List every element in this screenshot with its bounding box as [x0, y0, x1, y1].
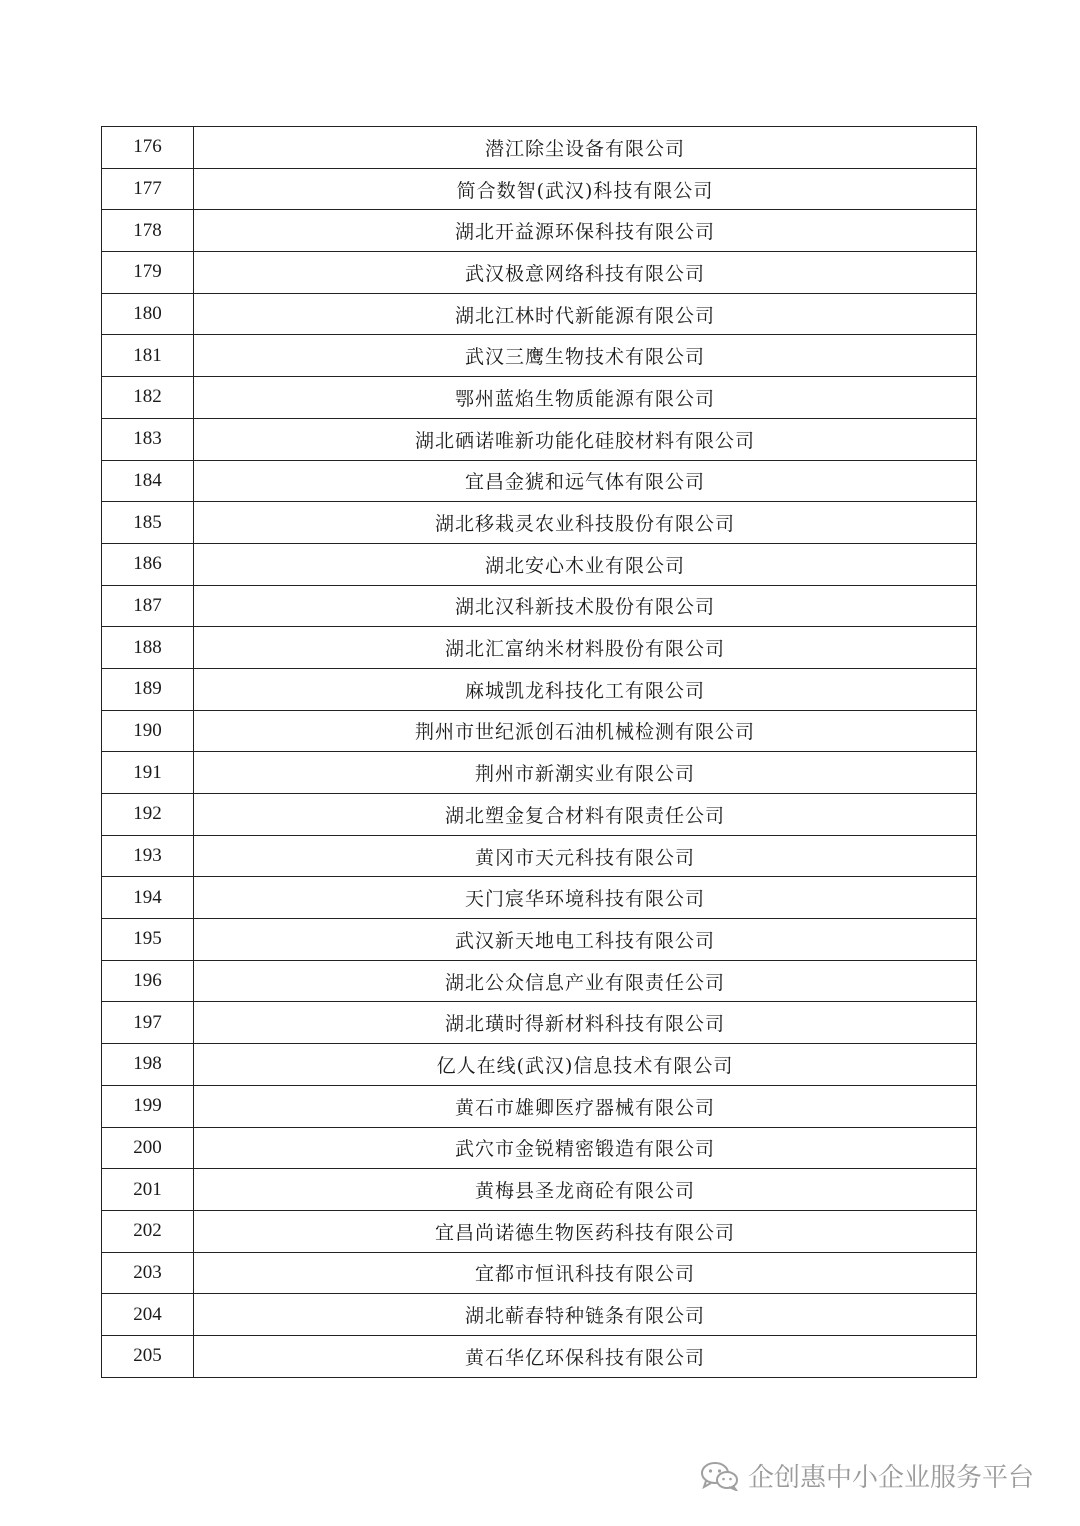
- row-number: 198: [102, 1044, 194, 1086]
- row-number: 185: [102, 502, 194, 544]
- table-row: [102, 1002, 977, 1044]
- row-number: 192: [102, 794, 194, 836]
- row-number: 176: [102, 127, 194, 169]
- table-body: [102, 127, 977, 1378]
- table-row: [102, 877, 977, 919]
- company-name: 湖北硒诺唯新功能化硅胶材料有限公司: [194, 418, 977, 460]
- company-name: 天门宸华环境科技有限公司: [194, 877, 977, 919]
- row-number: 183: [102, 418, 194, 460]
- company-name: 黄梅县圣龙商砼有限公司: [194, 1169, 977, 1211]
- company-name: 湖北蕲春特种链条有限公司: [194, 1294, 977, 1336]
- table-row: [102, 919, 977, 961]
- row-number: 180: [102, 293, 194, 335]
- row-number: 193: [102, 835, 194, 877]
- table-row: [102, 1252, 977, 1294]
- company-name: 宜都市恒讯科技有限公司: [194, 1252, 977, 1294]
- row-number: 184: [102, 460, 194, 502]
- company-name: 麻城凯龙科技化工有限公司: [194, 668, 977, 710]
- row-number: 177: [102, 168, 194, 210]
- table-row: [102, 794, 977, 836]
- row-number: 203: [102, 1252, 194, 1294]
- row-number: 205: [102, 1335, 194, 1377]
- table-row: [102, 1127, 977, 1169]
- company-name: 湖北塑金复合材料有限责任公司: [194, 794, 977, 836]
- company-name: 荆州市世纪派创石油机械检测有限公司: [194, 710, 977, 752]
- company-name: 黄冈市天元科技有限公司: [194, 835, 977, 877]
- table-row: [102, 460, 977, 502]
- table-row: [102, 710, 977, 752]
- row-number: 196: [102, 960, 194, 1002]
- row-number: 179: [102, 252, 194, 294]
- company-name: 武汉新天地电工科技有限公司: [194, 919, 977, 961]
- company-name: 湖北江林时代新能源有限公司: [194, 293, 977, 335]
- row-number: 197: [102, 1002, 194, 1044]
- company-name: 亿人在线(武汉)信息技术有限公司: [194, 1044, 977, 1086]
- table-row: [102, 1044, 977, 1086]
- row-number: 194: [102, 877, 194, 919]
- row-number: 187: [102, 585, 194, 627]
- table-row: [102, 377, 977, 419]
- company-name: 武汉极意网络科技有限公司: [194, 252, 977, 294]
- table-row: [102, 543, 977, 585]
- row-number: 188: [102, 627, 194, 669]
- table-row: [102, 252, 977, 294]
- company-name: 湖北移栽灵农业科技股份有限公司: [194, 502, 977, 544]
- row-number: 189: [102, 668, 194, 710]
- company-name: 武汉三鹰生物技术有限公司: [194, 335, 977, 377]
- table-row: [102, 1294, 977, 1336]
- row-number: 204: [102, 1294, 194, 1336]
- table-row: [102, 752, 977, 794]
- table-row: [102, 668, 977, 710]
- table-row: [102, 418, 977, 460]
- table-row: [102, 960, 977, 1002]
- table-row: [102, 127, 977, 169]
- row-number: 182: [102, 377, 194, 419]
- table-row: [102, 835, 977, 877]
- company-name: 湖北公众信息产业有限责任公司: [194, 960, 977, 1002]
- company-name: 湖北汇富纳米材料股份有限公司: [194, 627, 977, 669]
- watermark-text: 企创惠中小企业服务平台: [748, 1463, 1035, 1493]
- company-name: 湖北汉科新技术股份有限公司: [194, 585, 977, 627]
- company-name: 鄂州蓝焰生物质能源有限公司: [194, 377, 977, 419]
- row-number: 201: [102, 1169, 194, 1211]
- table-row: [102, 1335, 977, 1377]
- row-number: 178: [102, 210, 194, 252]
- table-row: [102, 1169, 977, 1211]
- company-name: 宜昌尚诺德生物医药科技有限公司: [194, 1210, 977, 1252]
- company-name: 潜江除尘设备有限公司: [194, 127, 977, 169]
- row-number: 202: [102, 1210, 194, 1252]
- company-name: 黄石市雄卿医疗器械有限公司: [194, 1085, 977, 1127]
- table-row: [102, 627, 977, 669]
- table-row: [102, 293, 977, 335]
- table-row: [102, 585, 977, 627]
- company-name: 宜昌金猇和远气体有限公司: [194, 460, 977, 502]
- table-row: [102, 1085, 977, 1127]
- table-row: [102, 210, 977, 252]
- wechat-icon: [700, 1461, 740, 1491]
- company-table: [101, 126, 977, 1378]
- company-name: 荆州市新潮实业有限公司: [194, 752, 977, 794]
- company-name: 湖北璜时得新材料科技有限公司: [194, 1002, 977, 1044]
- company-name: 湖北开益源环保科技有限公司: [194, 210, 977, 252]
- company-name: 武穴市金锐精密锻造有限公司: [194, 1127, 977, 1169]
- company-name: 湖北安心木业有限公司: [194, 543, 977, 585]
- row-number: 200: [102, 1127, 194, 1169]
- table-row: [102, 1210, 977, 1252]
- company-name: 黄石华亿环保科技有限公司: [194, 1335, 977, 1377]
- row-number: 186: [102, 543, 194, 585]
- table-row: [102, 335, 977, 377]
- row-number: 195: [102, 919, 194, 961]
- company-name: 简合数智(武汉)科技有限公司: [194, 168, 977, 210]
- table-row: [102, 502, 977, 544]
- watermark: [700, 1457, 1034, 1494]
- row-number: 199: [102, 1085, 194, 1127]
- row-number: 181: [102, 335, 194, 377]
- row-number: 191: [102, 752, 194, 794]
- row-number: 190: [102, 710, 194, 752]
- table-row: [102, 168, 977, 210]
